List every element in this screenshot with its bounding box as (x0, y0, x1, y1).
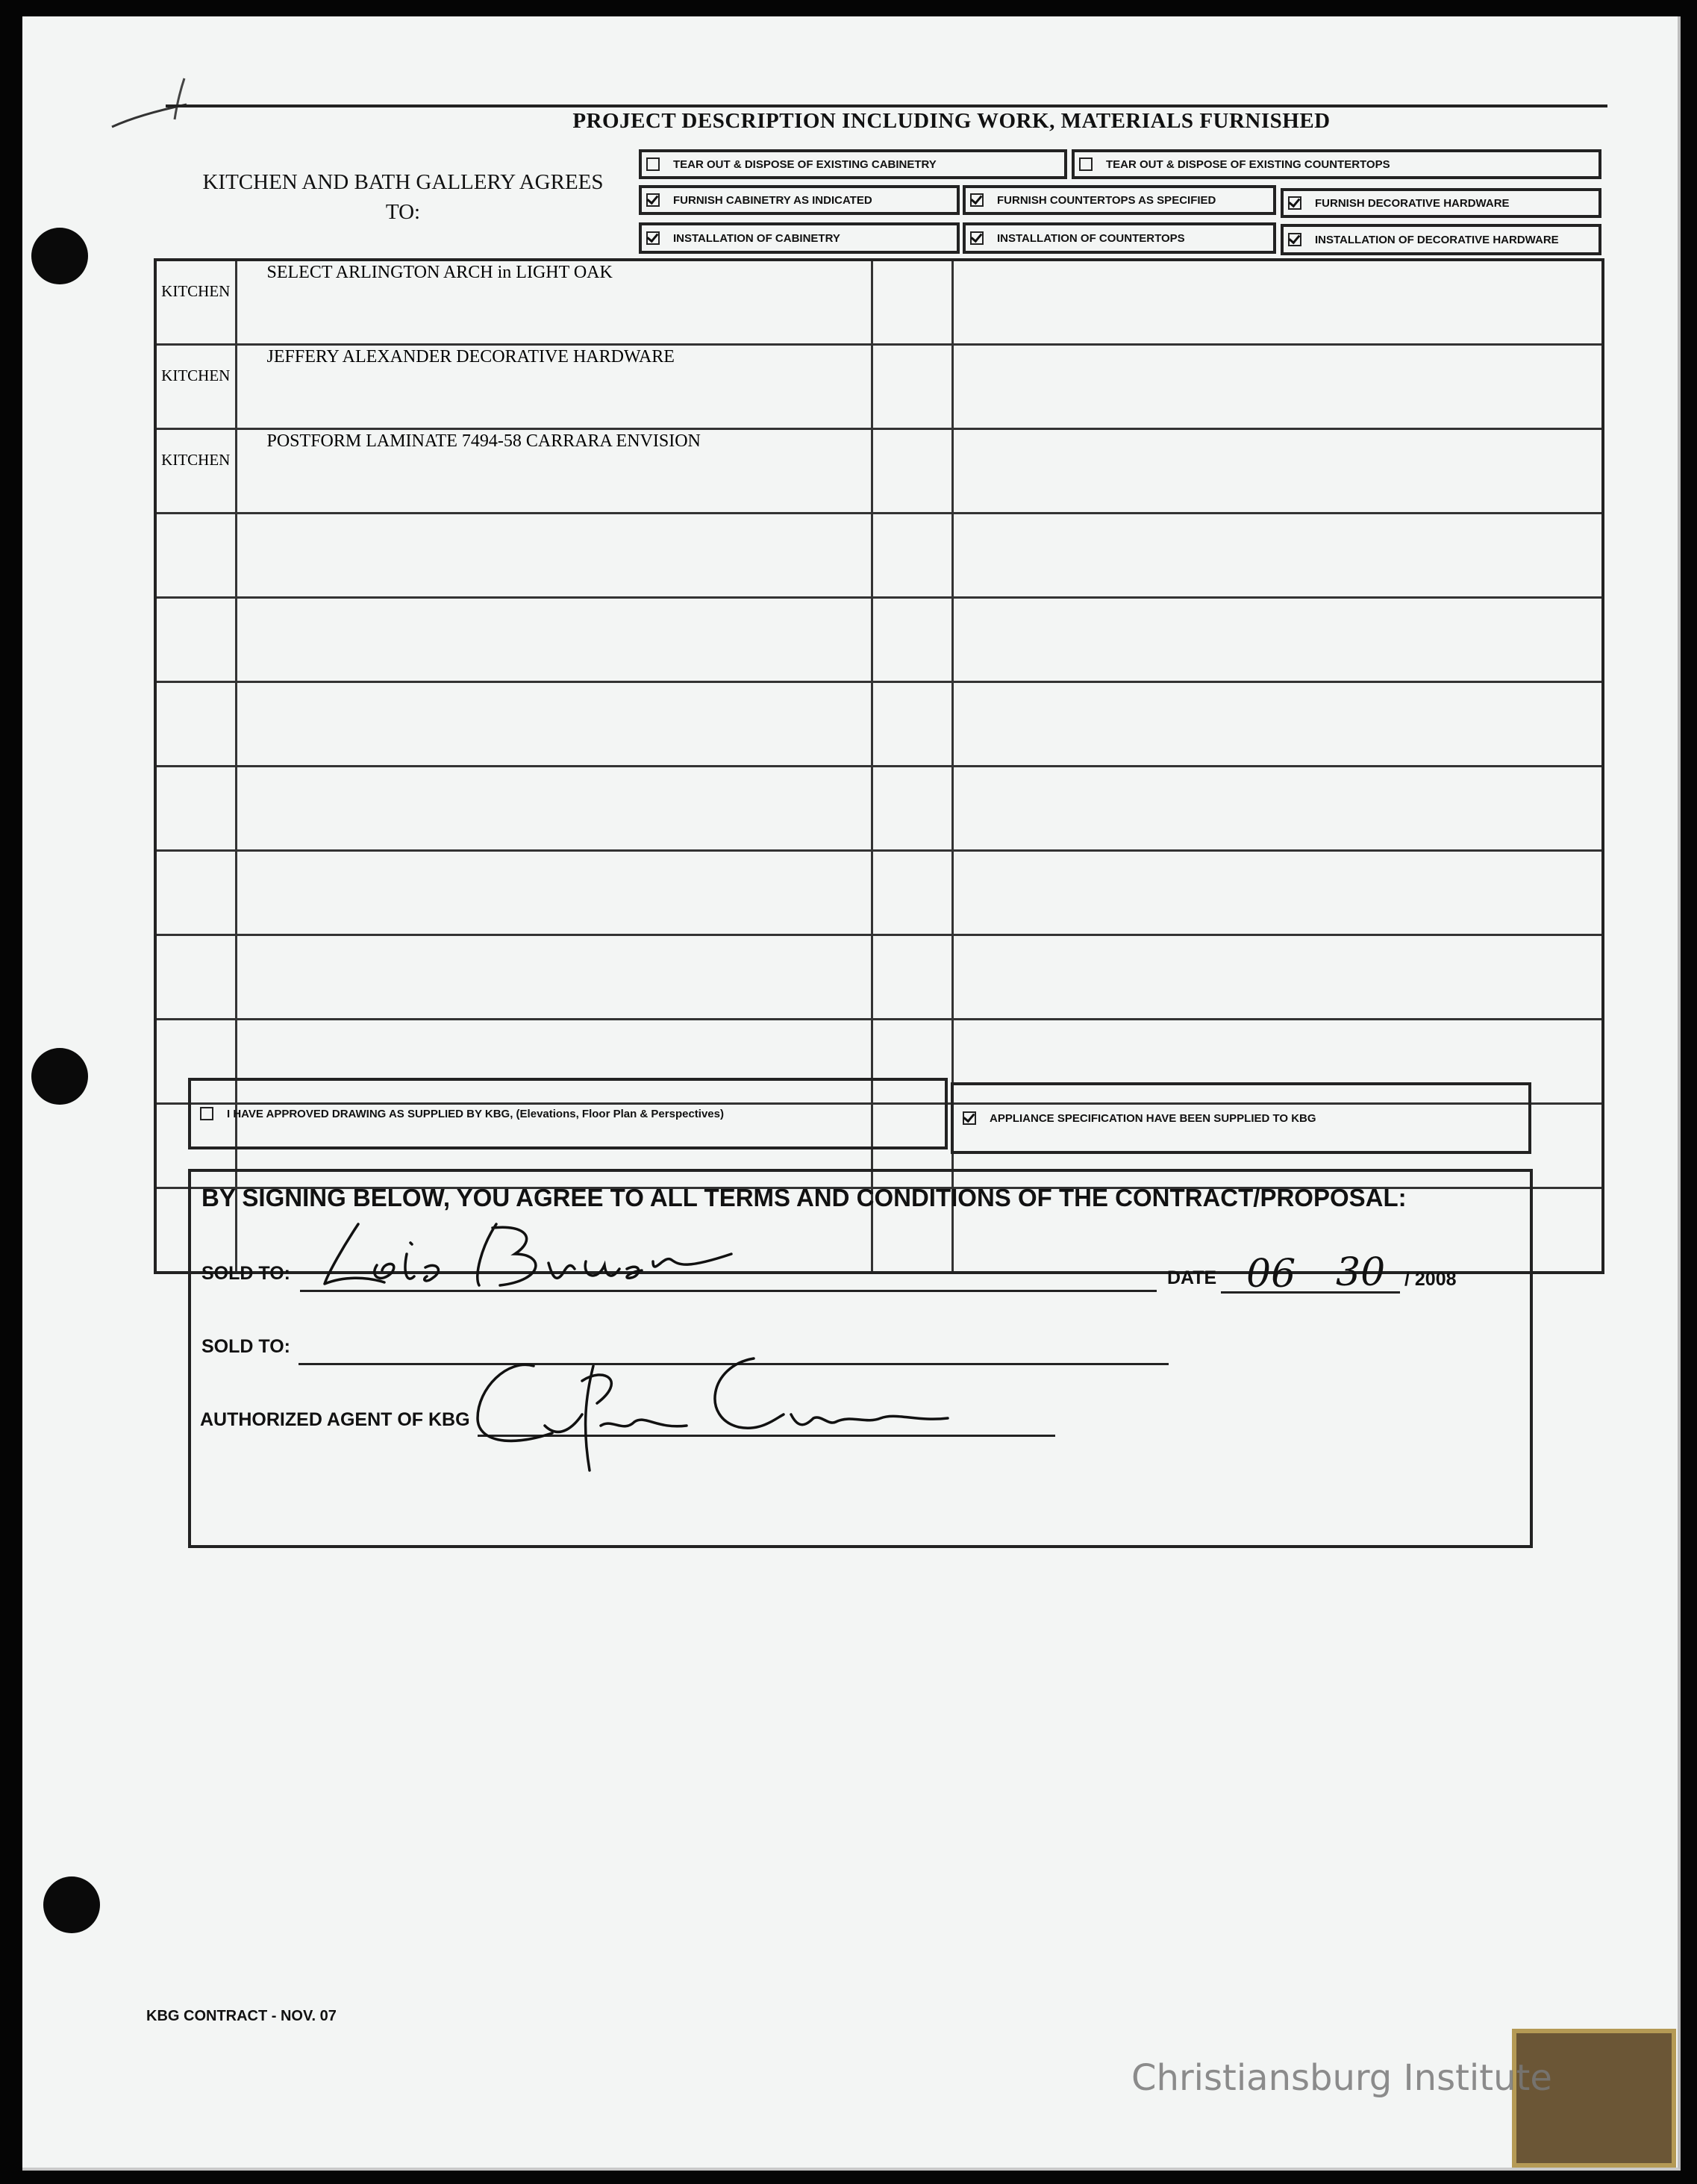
option-label: FURNISH DECORATIVE HARDWARE (1315, 196, 1510, 210)
approved-drawing-box[interactable] (188, 1078, 948, 1149)
row-description[interactable]: SELECT ARLINGTON ARCH in LIGHT OAK (236, 260, 872, 345)
watermark: Christiansburg Institute (1131, 2057, 1552, 2099)
row-description[interactable] (236, 682, 872, 767)
option-furnish-hardware[interactable] (1281, 188, 1601, 218)
row-notes-cell[interactable] (952, 682, 1603, 767)
checkbox-icon[interactable] (970, 193, 984, 207)
agrees-label (164, 167, 642, 227)
agent-signature (463, 1344, 985, 1478)
agent-label: AUTHORIZED AGENT OF KBG (200, 1409, 470, 1430)
agrees-line-1: KITCHEN AND BATH GALLERY AGREES (202, 170, 604, 194)
date-day: 30 (1336, 1250, 1386, 1295)
row-qty-cell[interactable] (872, 345, 952, 429)
option-label: INSTALLATION OF DECORATIVE HARDWARE (1315, 233, 1559, 246)
table-row (155, 851, 1603, 935)
table-row (155, 429, 1603, 514)
row-area[interactable] (155, 598, 236, 682)
table-row (155, 935, 1603, 1020)
handwritten-date (1239, 1245, 1403, 1297)
option-tear-out-cabinetry[interactable] (639, 149, 1067, 179)
table-row (155, 260, 1603, 345)
option-label: INSTALLATION OF CABINETRY (673, 231, 840, 245)
page-title: PROJECT DESCRIPTION INCLUDING WORK, MATERIALS FURNISHED (572, 109, 1331, 133)
row-notes-cell[interactable] (952, 260, 1603, 345)
option-install-hardware[interactable] (1281, 224, 1601, 255)
row-area[interactable] (155, 514, 236, 598)
sold-to-2-label: SOLD TO: (201, 1336, 290, 1357)
checkbox-icon[interactable] (646, 157, 660, 171)
row-description[interactable] (236, 598, 872, 682)
table-row (155, 345, 1603, 429)
row-area[interactable] (155, 851, 236, 935)
option-install-cabinetry[interactable] (639, 222, 960, 254)
row-qty-cell[interactable] (872, 851, 952, 935)
row-description[interactable] (236, 935, 872, 1020)
checkbox-icon[interactable] (646, 231, 660, 245)
row-notes-cell[interactable] (952, 598, 1603, 682)
checkbox-icon[interactable] (200, 1107, 213, 1120)
table-row (155, 682, 1603, 767)
row-area[interactable] (155, 682, 236, 767)
approved-drawing-label: I HAVE APPROVED DRAWING AS SUPPLIED BY KBG, (Elevations, Floor Plan & Perspectives) (227, 1107, 724, 1120)
punch-hole (31, 1048, 88, 1105)
checkbox-icon[interactable] (1079, 157, 1093, 171)
checkbox-icon[interactable] (970, 231, 984, 245)
row-notes-cell[interactable] (952, 851, 1603, 935)
option-furnish-cabinetry[interactable] (639, 185, 960, 215)
date-label: DATE (1167, 1267, 1217, 1288)
footer-text: KBG CONTRACT - NOV. 07 (146, 2008, 337, 2024)
row-notes-cell[interactable] (952, 767, 1603, 851)
row-notes-cell[interactable] (952, 429, 1603, 514)
row-notes-cell[interactable] (952, 935, 1603, 1020)
row-notes-cell[interactable] (952, 345, 1603, 429)
row-description[interactable] (236, 851, 872, 935)
agreement-text: BY SIGNING BELOW, YOU AGREE TO ALL TERMS AND CONDITIONS OF THE CONTRACT/PROPOSAL: (201, 1184, 1407, 1211)
punch-hole (43, 1876, 100, 1933)
option-label: TEAR OUT & DISPOSE OF EXISTING COUNTERTOPS (1106, 157, 1390, 171)
punch-hole (31, 228, 88, 284)
appliance-spec-box[interactable] (951, 1082, 1531, 1154)
header-rule (166, 104, 1607, 107)
row-area[interactable] (155, 767, 236, 851)
option-tear-out-countertops[interactable] (1072, 149, 1601, 179)
buyer-signature (313, 1202, 776, 1299)
checkbox-icon[interactable] (646, 193, 660, 207)
table-row (155, 767, 1603, 851)
sold-to-label: SOLD TO: (201, 1263, 290, 1284)
option-label: FURNISH CABINETRY AS INDICATED (673, 193, 872, 207)
row-description[interactable]: JEFFERY ALEXANDER DECORATIVE HARDWARE (236, 345, 872, 429)
date-month: 06 (1246, 1252, 1296, 1297)
row-description[interactable] (236, 767, 872, 851)
row-area[interactable]: KITCHEN (155, 260, 236, 345)
row-qty-cell[interactable] (872, 767, 952, 851)
row-notes-cell[interactable] (952, 514, 1603, 598)
checkbox-icon[interactable] (1288, 196, 1301, 210)
pen-mark (106, 75, 196, 142)
row-qty-cell[interactable] (872, 429, 952, 514)
appliance-spec-label: APPLIANCE SPECIFICATION HAVE BEEN SUPPLIED TO KBG (990, 1111, 1316, 1125)
option-label: TEAR OUT & DISPOSE OF EXISTING CABINETRY (673, 157, 937, 171)
row-description[interactable] (236, 514, 872, 598)
row-qty-cell[interactable] (872, 598, 952, 682)
row-qty-cell[interactable] (872, 935, 952, 1020)
checkbox-icon[interactable] (963, 1111, 976, 1125)
option-furnish-countertops[interactable] (963, 185, 1276, 215)
row-qty-cell[interactable] (872, 682, 952, 767)
date-year: / 2008 (1404, 1269, 1457, 1290)
row-qty-cell[interactable] (872, 260, 952, 345)
option-install-countertops[interactable] (963, 222, 1276, 254)
row-qty-cell[interactable] (872, 514, 952, 598)
row-area[interactable] (155, 935, 236, 1020)
table-row (155, 598, 1603, 682)
agrees-line-2: TO: (385, 200, 421, 224)
checkbox-icon[interactable] (1288, 233, 1301, 246)
row-area[interactable]: KITCHEN (155, 345, 236, 429)
table-row (155, 514, 1603, 598)
option-label: FURNISH COUNTERTOPS AS SPECIFIED (997, 193, 1216, 207)
row-description[interactable]: POSTFORM LAMINATE 7494-58 CARRARA ENVISION (236, 429, 872, 514)
option-label: INSTALLATION OF COUNTERTOPS (997, 231, 1185, 245)
row-area[interactable]: KITCHEN (155, 429, 236, 514)
